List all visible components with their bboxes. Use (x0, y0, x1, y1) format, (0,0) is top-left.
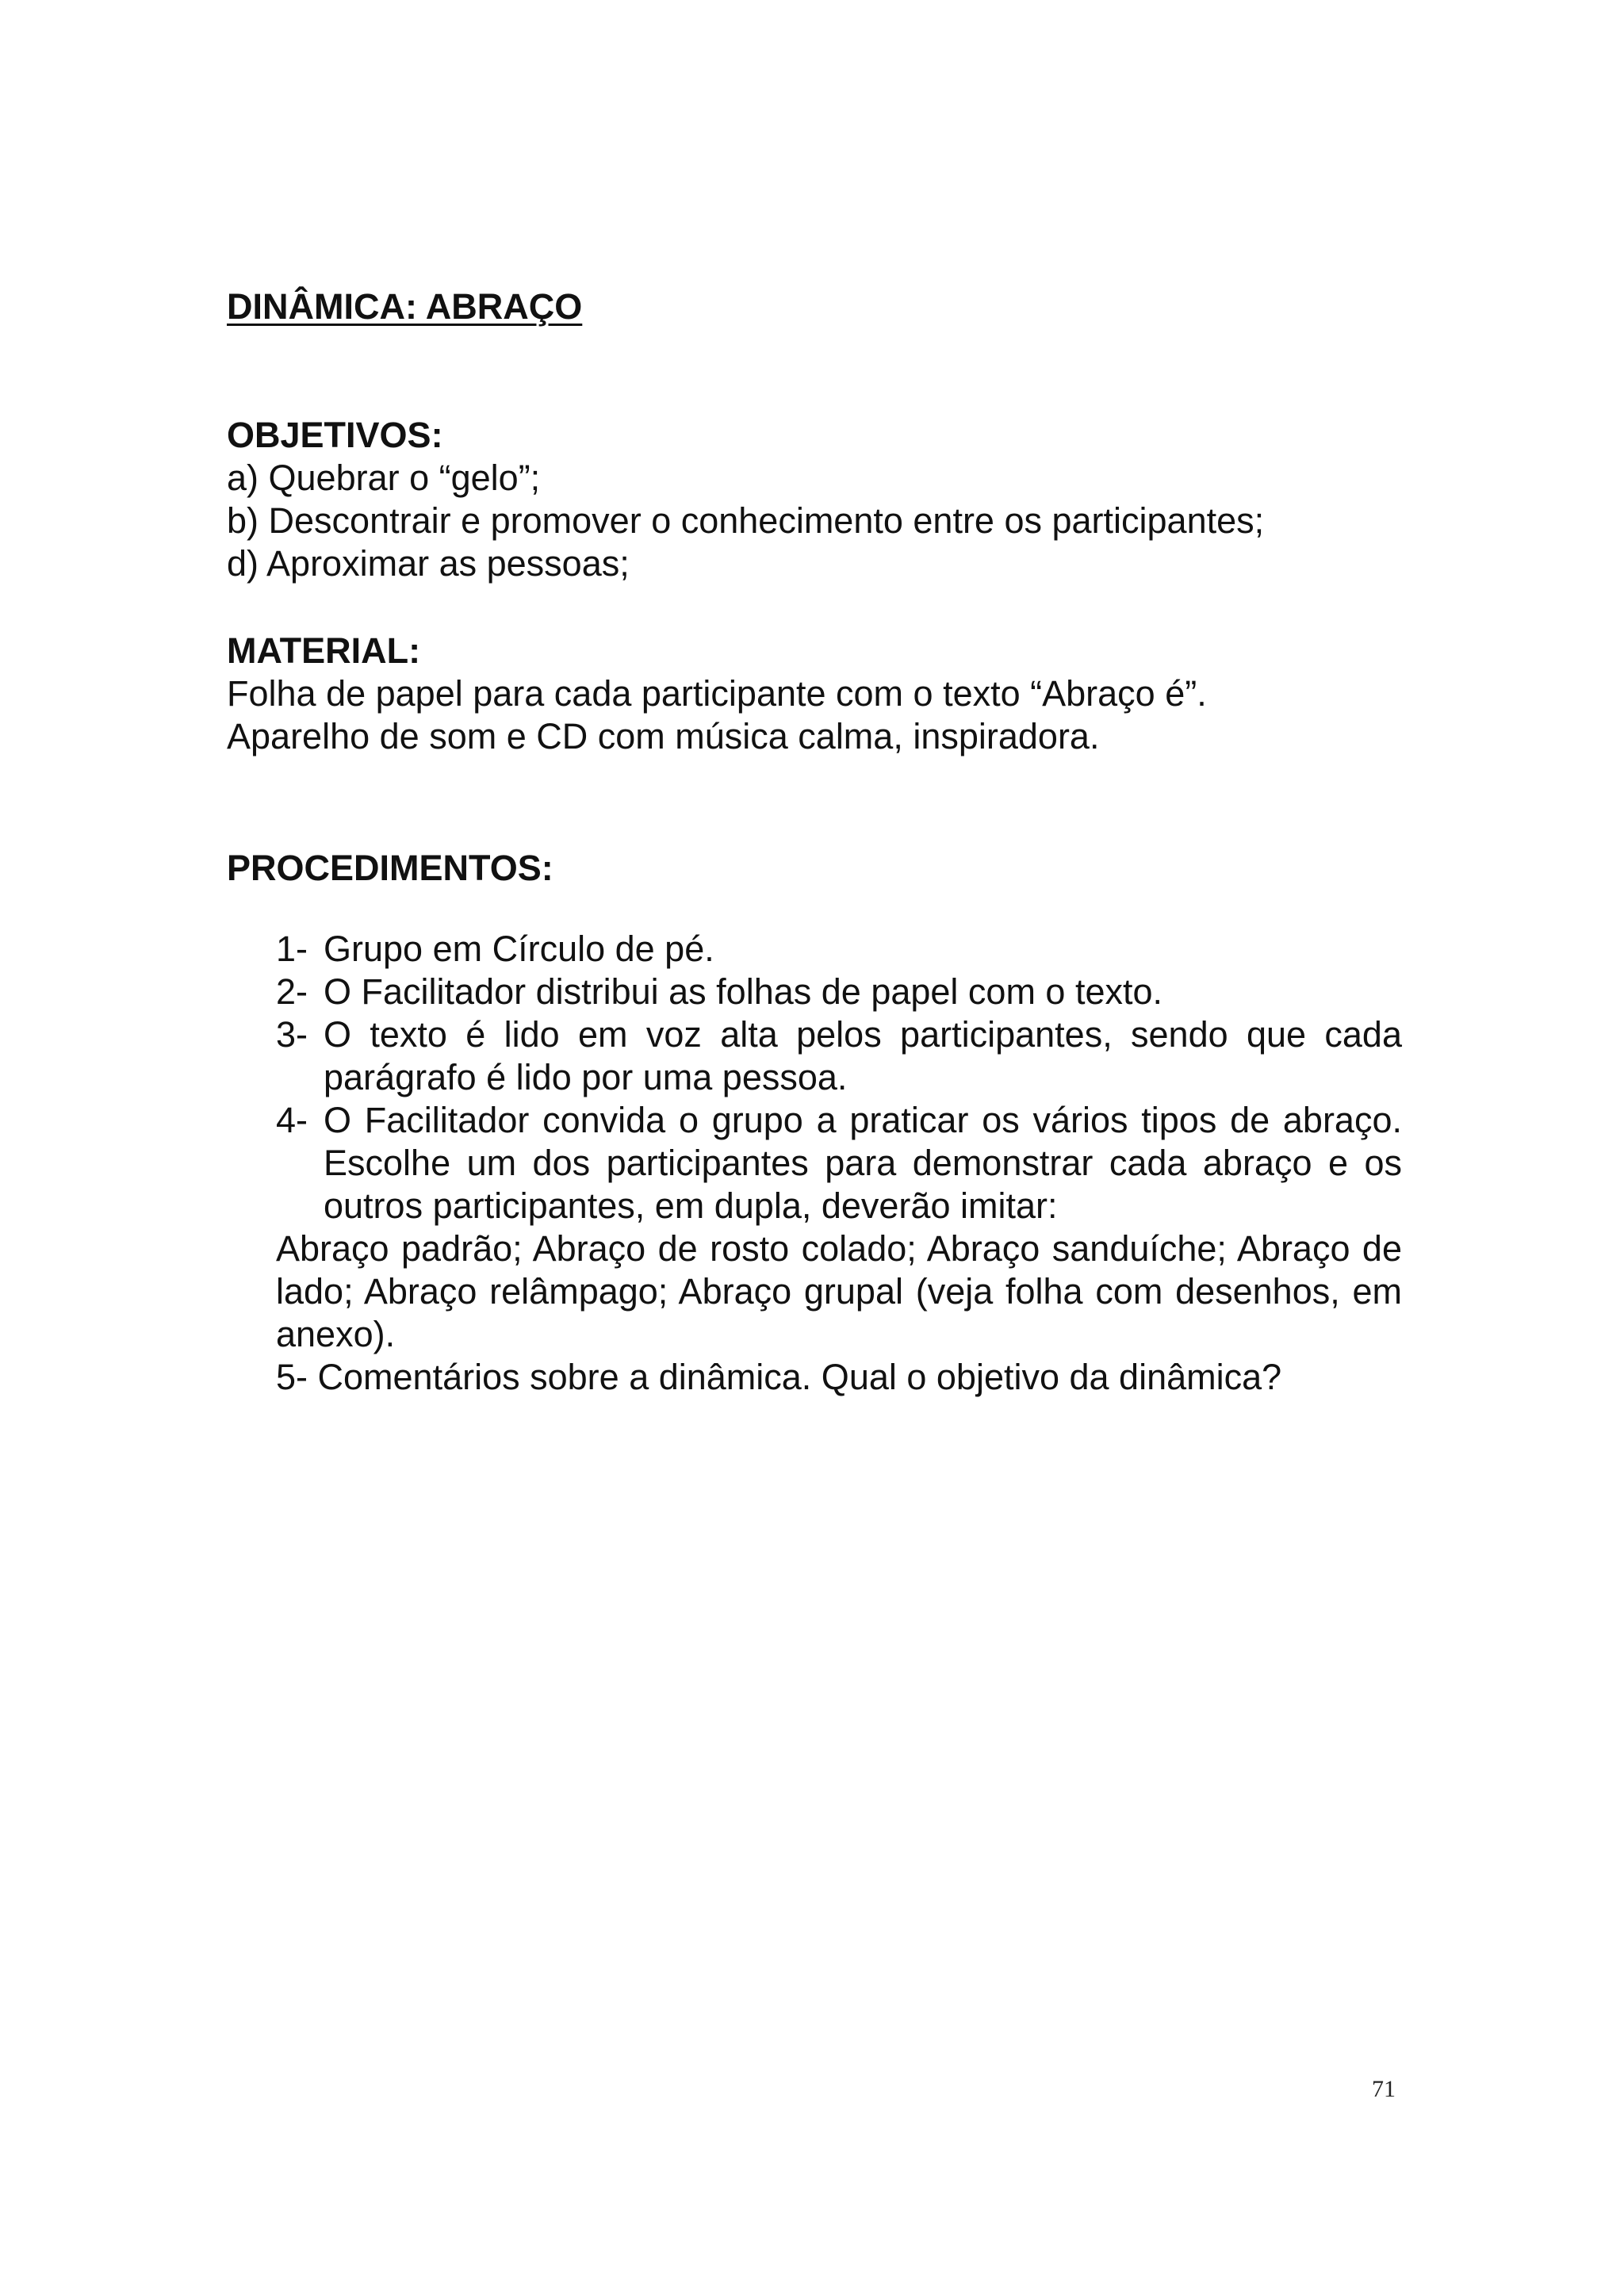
step-text: O Facilitador distribui as folhas de papel com o texto. (324, 971, 1163, 1012)
list-item (276, 1013, 1402, 1099)
page-content (227, 285, 1400, 1399)
abraco-types-paragraph: Abraço padrão; Abraço de rosto colado; Abraço sanduíche; Abraço de lado; Abraço relâmpago; Abraço grupal (veja folha com desenhos, em anexo). (276, 1228, 1402, 1354)
step-text: O Facilitador convida o grupo a praticar os vários tipos de abraço. Escolhe um dos participantes para demonstrar cada abraço e os outros participantes, em dupla, deverão imitar: (324, 1100, 1402, 1226)
objetivo-item: b) Descontrair e promover o conhecimento entre os participantes; (227, 500, 1265, 541)
material-line: Aparelho de som e CD com música calma, inspiradora. (227, 716, 1100, 756)
list-item (276, 971, 1402, 1013)
procedimentos-section (227, 847, 1400, 1399)
document-title: DINÂMICA: ABRAÇO (227, 286, 583, 327)
step-number: 3- (276, 1014, 308, 1055)
procedimentos-list (276, 928, 1402, 1399)
step-number: 2- (276, 971, 308, 1012)
step-text: Grupo em Círculo de pé. (324, 929, 714, 969)
final-step: 5- Comentários sobre a dinâmica. Qual o objetivo da dinâmica? (276, 1357, 1282, 1397)
objetivos-section (227, 414, 1400, 585)
objetivo-item: d) Aproximar as pessoas; (227, 543, 630, 584)
list-item (276, 928, 1402, 971)
material-line: Folha de papel para cada participante com o texto “Abraço é”. (227, 673, 1207, 714)
step-text: O texto é lido em voz alta pelos participantes, sendo que cada parágrafo é lido por uma pessoa. (324, 1014, 1402, 1097)
objetivo-item: a) Quebrar o “gelo”; (227, 458, 541, 498)
step-number: 1- (276, 929, 308, 969)
page-number: 71 (1372, 2076, 1396, 2102)
objetivos-heading: OBJETIVOS: (227, 415, 443, 455)
material-heading: MATERIAL: (227, 630, 421, 671)
step-number: 4- (276, 1100, 308, 1140)
list-item (276, 1099, 1402, 1227)
procedimentos-heading: PROCEDIMENTOS: (227, 848, 553, 888)
material-section (227, 630, 1400, 758)
